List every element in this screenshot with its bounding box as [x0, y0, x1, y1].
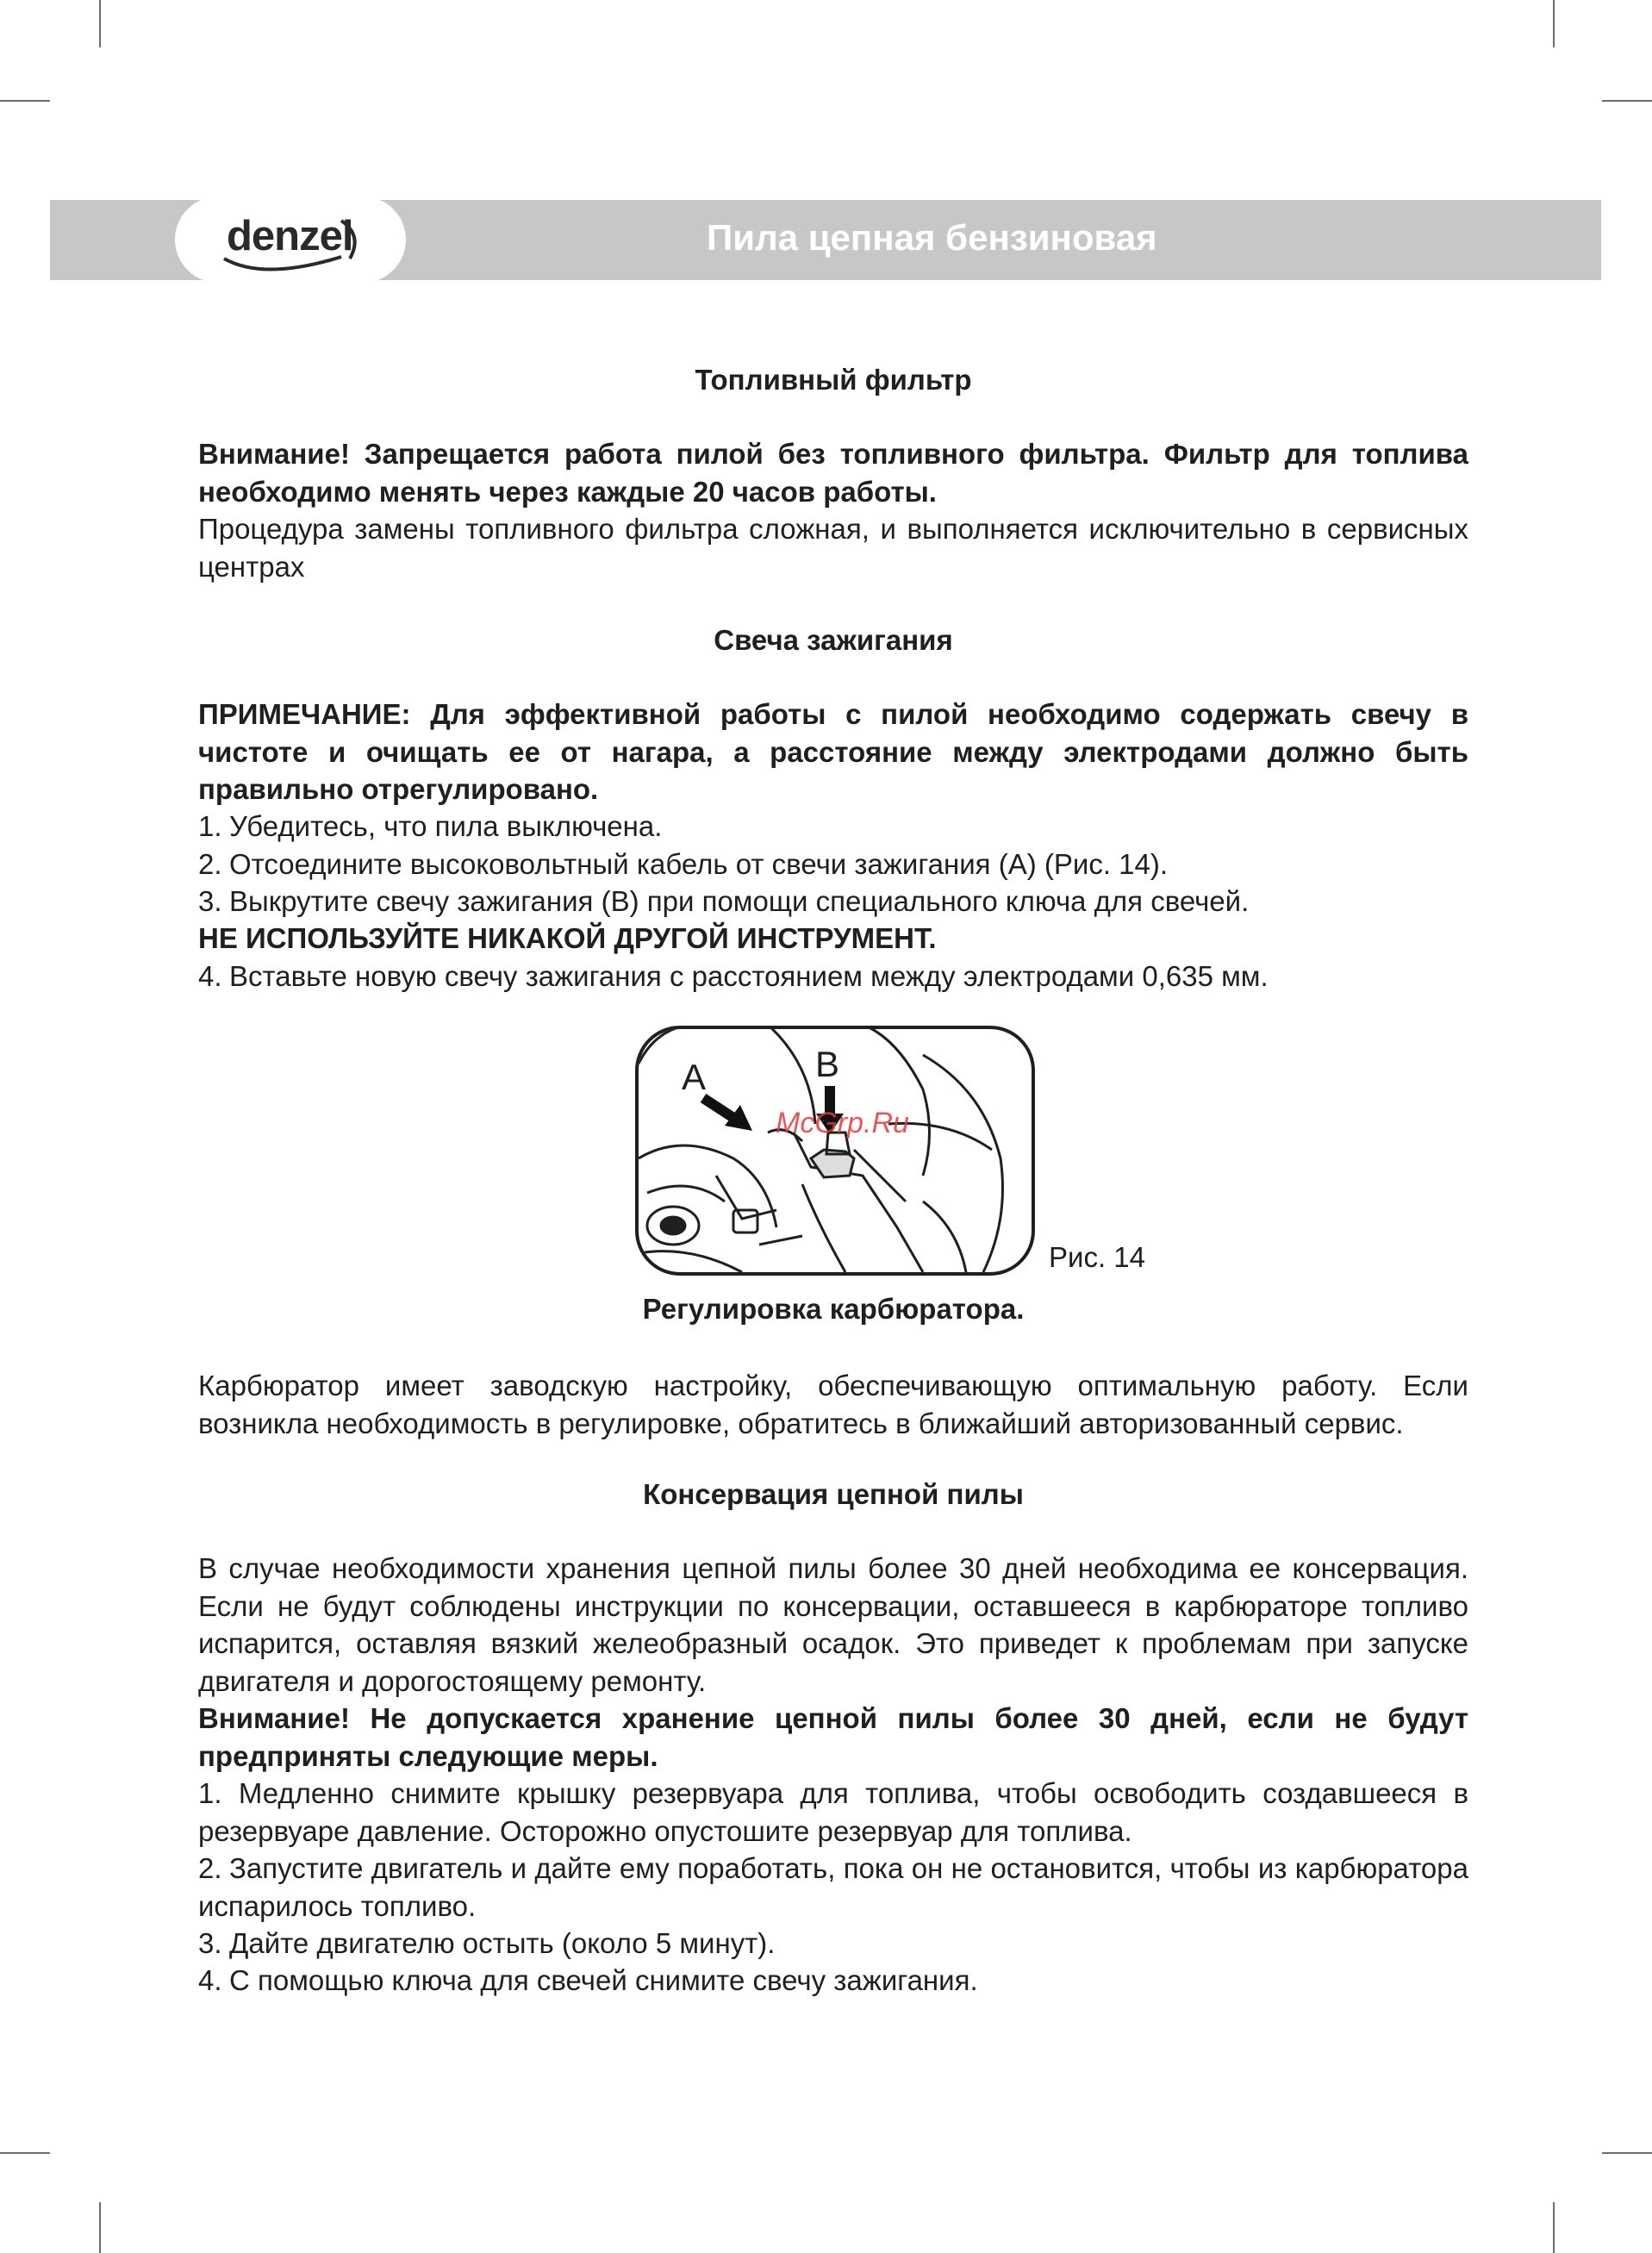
page-title: Пила цепная бензиновая [707, 217, 1157, 258]
spark-plug-note: ПРИМЕЧАНИЕ: Для эффективной работы с пилой необходимо содержать свечу в чистоте и очищать ее от нагара, а расстояние между электродами должно быть правильно отрегулировано. [198, 698, 1468, 805]
list-item-text: Запустите двигатель и дайте ему поработать, пока он не остановится, чтобы из карбюратора испарилось топливо. [198, 1852, 1468, 1922]
section-title-spark-plug: Свеча зажигания [714, 624, 953, 656]
section-title-fuel-filter: Топливный фильтр [695, 364, 972, 396]
caution-text: НЕ ИСПОЛЬЗУЙТЕ НИКАКОЙ ДРУГОЙ ИНСТРУМЕНТ. [198, 922, 937, 954]
section-title-storage: Консервация цепной пилы [643, 1478, 1024, 1510]
list-item [198, 958, 1468, 995]
crop-mark [99, 2202, 101, 2253]
list-item-number: 3. [198, 885, 222, 917]
list-item-number: 2. [198, 1852, 222, 1884]
list-item [198, 1850, 1468, 1925]
crop-mark [99, 0, 101, 47]
list-item-text: Дайте двигателю остыть (около 5 минут). [229, 1927, 776, 1959]
crop-mark [1553, 0, 1555, 47]
figure-label-b: B [815, 1044, 840, 1084]
list-item-text: Вставьте новую свечу зажигания с расстоянием между электродами 0,635 мм. [229, 960, 1269, 992]
list-item-text: Выкрутите свечу зажигания (B) при помощи специального ключа для свечей. [229, 885, 1250, 917]
crop-mark [1553, 2202, 1555, 2253]
list-item-number: 1. [198, 810, 222, 842]
list-item [198, 1962, 1468, 2000]
figure-caption: Рис. 14 [1049, 1241, 1145, 1273]
list-item-text: Отсоедините высоковольтный кабель от свечи зажигания (A) (Рис. 14). [229, 848, 1169, 880]
list-item-text: Убедитесь, что пила выключена. [229, 810, 663, 842]
list-item-number: 2. [198, 848, 222, 880]
figure-spark-plug [635, 1026, 1035, 1276]
list-item-text: С помощью ключа для свечей снимите свечу зажигания. [229, 1964, 978, 1996]
list-item [198, 883, 1468, 921]
arrow-a-icon [703, 1098, 752, 1131]
list-item-number: 4. [198, 1964, 222, 1996]
brand-logo: denzel [227, 213, 353, 259]
fuel-filter-warning: Внимание! Запрещается работа пилой без топливного фильтра. Фильтр для топлива необходимо менять через каждые 20 часов работы. [198, 438, 1468, 508]
list-item [198, 846, 1468, 883]
storage-warning: Внимание! Не допускается хранение цепной пилы более 30 дней, если не будут предприняты следующие меры. [198, 1702, 1468, 1772]
crop-mark [0, 100, 50, 102]
storage-text: В случае необходимости хранения цепной пилы более 30 дней необходима ее консервация. Если не будут соблюдены инструкции по консервации, оставшееся в карбюраторе топливо испарится, оставляя вязкий желеобразный осадок. Это приведет к проблемам при запуске двигателя и дорогостоящему ремонту. [198, 1552, 1468, 1697]
list-item-number: 3. [198, 1927, 222, 1959]
list-item [198, 1775, 1468, 1850]
crop-mark [1602, 2152, 1652, 2154]
list-item [198, 1925, 1468, 1963]
section-title-carburetor: Регулировка карбюратора. [642, 1293, 1025, 1325]
crop-mark [1602, 100, 1652, 102]
list-item-number: 4. [198, 960, 222, 992]
crop-mark [0, 2152, 50, 2154]
carburetor-text: Карбюратор имеет заводскую настройку, обеспечивающую оптимальную работу. Если возникла необходимость в регулировке, обратитесь в ближайший авторизованный сервис. [198, 1370, 1468, 1439]
list-item-number: 1. [198, 1777, 222, 1809]
watermark: McGrp.Ru [776, 1107, 909, 1139]
list-item-text: Медленно снимите крышку резервуара для топлива, чтобы освободить создавшееся в резервуаре давление. Осторожно опустошите резервуар для топлива. [198, 1777, 1468, 1847]
engine-drawing [639, 1029, 1032, 1272]
list-item [198, 808, 1468, 846]
fuel-filter-text: Процедура замены топливного фильтра сложная, и выполняется исключительно в сервисных центрах [198, 513, 1468, 583]
figure-label-a: A [682, 1057, 707, 1097]
